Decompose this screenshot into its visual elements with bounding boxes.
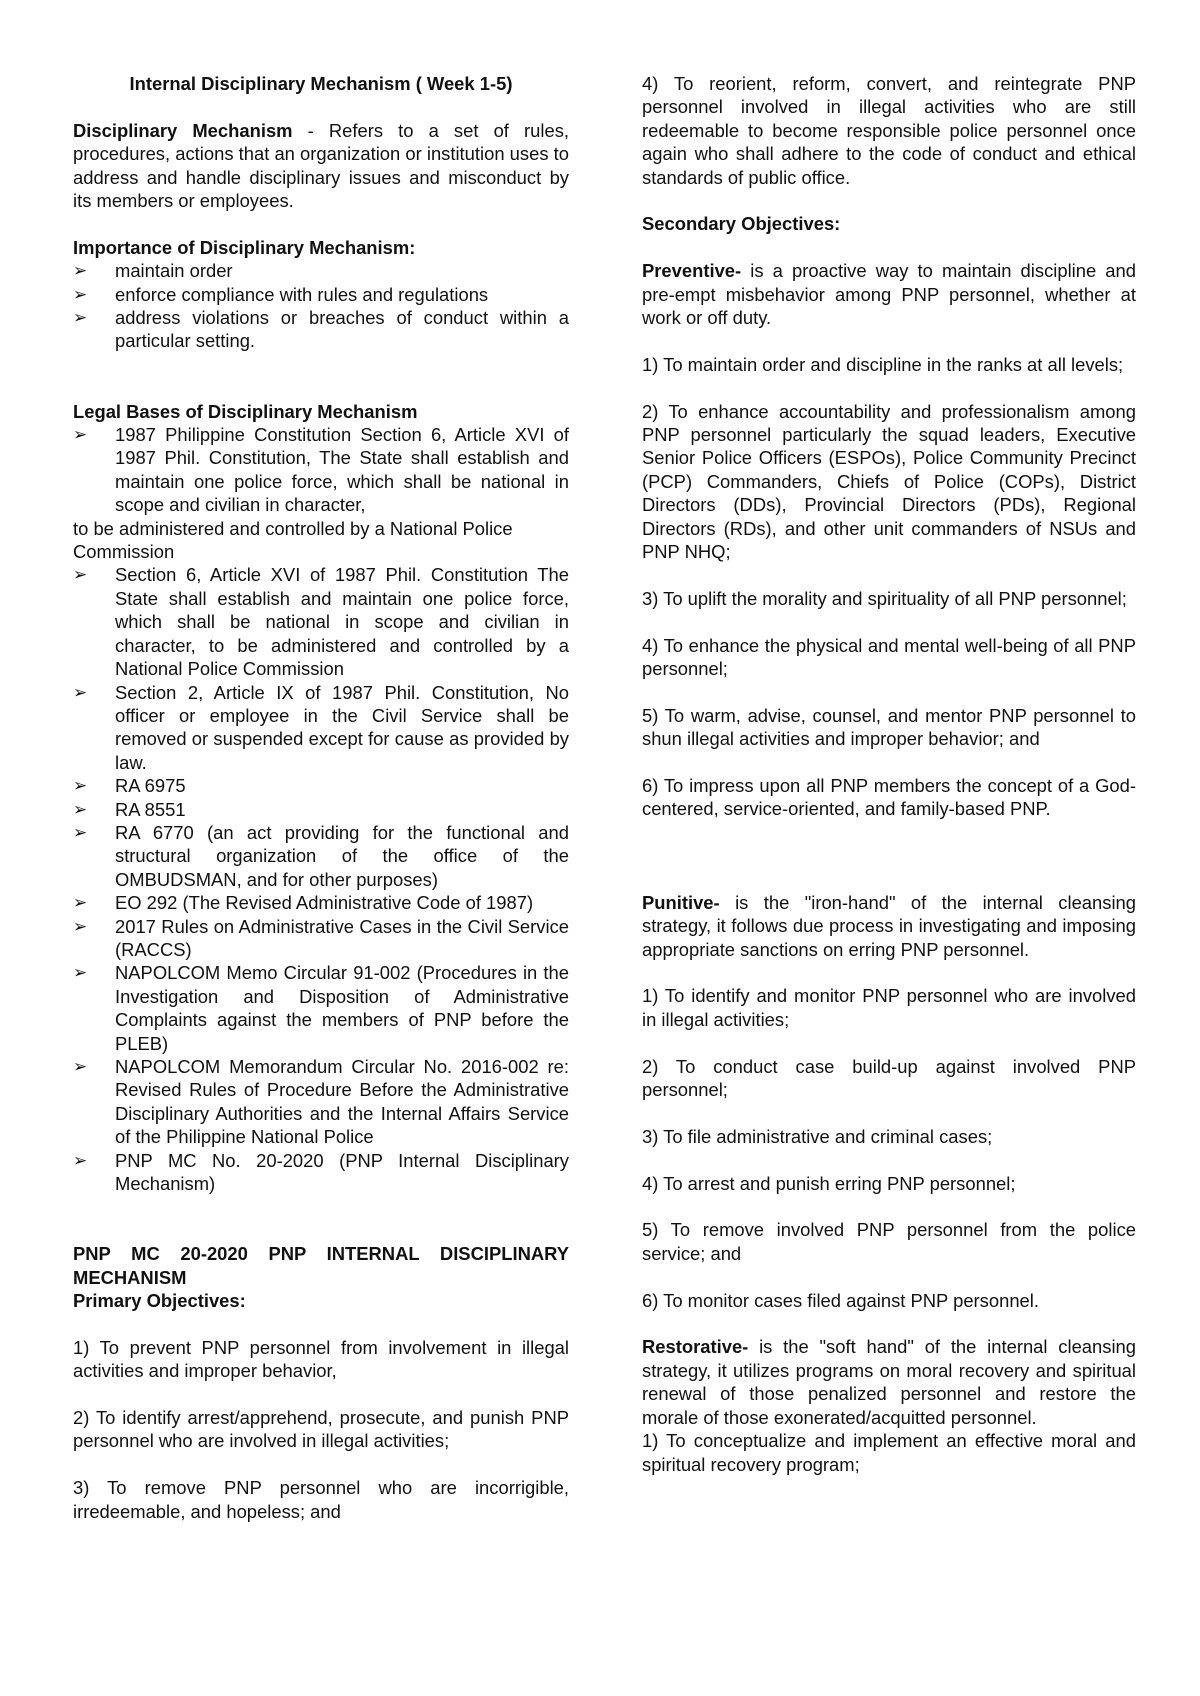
restorative-item: 1) To conceptualize and implement an effective moral and spiritual recovery program; [642, 1430, 1136, 1475]
definition-text: - Refers to a set of rules, procedures, actions that an organization or institution uses to address and handle disciplinary issues and misconduct by its members or employees. [73, 119, 569, 212]
list-item: ➢ NAPOLCOM Memo Circular 91-002 (Procedures in the Investigation and Disposition of Administrative Complaints against the members of PNP before the PLEB) [73, 962, 569, 1054]
arrow-bullet-icon: ➢ [73, 963, 88, 983]
left-column [73, 72, 569, 1523]
list-item: ➢ 1987 Philippine Constitution Section 6, Article XVI of 1987 Phil. Constitution, The State shall establish and maintain one police force, which shall be national in scope and civilian in character, [73, 424, 569, 516]
importance-heading: Importance of Disciplinary Mechanism: [73, 236, 416, 258]
arrow-bullet-icon: ➢ [73, 261, 88, 281]
punitive-item: 5) To remove involved PNP personnel from the police service; and [642, 1219, 1136, 1264]
list-item: ➢ maintain order [73, 260, 233, 282]
arrow-bullet-icon: ➢ [73, 916, 88, 936]
arrow-bullet-icon: ➢ [73, 1150, 88, 1170]
arrow-bullet-icon: ➢ [73, 893, 88, 913]
list-item: ➢ Section 6, Article XVI of 1987 Phil. Constitution The State shall establish and maintain one police force, which shall be national in scope and civilian in character, to be administered and controlled by a National Police Commission [73, 564, 569, 680]
legal-bases-list-first [73, 423, 569, 517]
mc-heading: PNP MC 20-2020 PNP INTERNAL DISCIPLINARY MECHANISM [73, 1243, 569, 1288]
preventive-item: 2) To enhance accountability and professionalism among PNP personnel particularly the squad leaders, Executive Senior Police Officers (ESPOs), Police Community Precinct (PCP) Commanders, Chiefs of Police (COPs), District Directors (DDs), Provincial Directors (PDs), Regional Directors (RDs), and other unit commanders of NSUs and PNP NHQ; [642, 400, 1136, 563]
arrow-bullet-icon: ➢ [73, 284, 88, 304]
restorative-term: Restorative- [642, 1336, 749, 1358]
list-item: ➢ address violations or breaches of conduct within a particular setting. [73, 307, 569, 352]
preventive-paragraph: Preventive- is a proactive way to maintain discipline and pre-empt misbehavior among PNP personnel, whether at work or off duty. [642, 260, 1136, 329]
arrow-bullet-icon: ➢ [73, 682, 88, 702]
arrow-bullet-icon: ➢ [73, 308, 88, 328]
preventive-item: 1) To maintain order and discipline in the ranks at all levels; [642, 353, 1124, 375]
list-item: ➢ enforce compliance with rules and regulations [73, 283, 489, 305]
primary-objective-item: 4) To reorient, reform, convert, and reintegrate PNP personnel involved in illegal activities who are still redeemable to become responsible police personnel once again who shall adhere to the code of conduct and ethical standards of public office. [642, 73, 1136, 188]
right-column [642, 72, 1136, 1476]
preventive-item: 6) To impress upon all PNP members the concept of a God- centered, service-oriented, and family-based PNP. [642, 775, 1136, 820]
arrow-bullet-icon: ➢ [73, 799, 88, 819]
secondary-objectives-heading: Secondary Objectives: [642, 213, 841, 235]
primary-objective-item: 1) To prevent PNP personnel from involvement in illegal activities and improper behavior, [73, 1336, 569, 1382]
preventive-item: 3) To uplift the morality and spirituality of all PNP personnel; [642, 587, 1127, 609]
primary-objective-item: 3) To remove PNP personnel who are incorrigible, irredeemable, and hopeless; and [73, 1477, 569, 1522]
list-item: ➢ Section 2, Article IX of 1987 Phil. Constitution, No officer or employee in the Civil Service shall be removed or suspended except for cause as provided by law. [73, 681, 569, 773]
primary-objectives-heading: Primary Objectives: [73, 1290, 246, 1312]
definition-paragraph [73, 119, 569, 213]
preventive-term: Preventive- [642, 260, 742, 282]
list-item: ➢ RA 6975 [73, 775, 186, 797]
preventive-item: 5) To warm, advise, counsel, and mentor PNP personnel to shun illegal activities and improper behavior; and [642, 704, 1136, 750]
list-item: ➢ RA 8551 [73, 798, 186, 820]
punitive-item: 1) To identify and monitor PNP personnel who are involved in illegal activities; [642, 985, 1136, 1030]
importance-list [73, 259, 569, 353]
definition-term: Disciplinary Mechanism [73, 119, 293, 141]
page-title: Internal Disciplinary Mechanism ( Week 1-5) [129, 73, 513, 94]
legal-bases-heading: Legal Bases of Disciplinary Mechanism [73, 400, 418, 422]
punitive-term: Punitive- [642, 891, 720, 913]
list-item: ➢ PNP MC No. 20-2020 (PNP Internal Disciplinary Mechanism) [73, 1149, 569, 1195]
preventive-item: 4) To enhance the physical and mental well-being of all PNP personnel; [642, 634, 1136, 680]
punitive-item: 2) To conduct case build-up against involved PNP personnel; [642, 1055, 1136, 1101]
primary-objective-item: 2) To identify arrest/apprehend, prosecute, and punish PNP personnel who are involved in illegal activities; [73, 1407, 569, 1452]
punitive-item: 3) To file administrative and criminal cases; [642, 1125, 993, 1147]
arrow-bullet-icon: ➢ [73, 425, 88, 445]
restorative-paragraph: Restorative- is the "soft hand" of the internal cleansing strategy, it utilizes programs on moral recovery and spiritual renewal of those penalized personnel and restore the morale of those exonerated/acquitted personnel. [642, 1336, 1136, 1428]
list-item: ➢ EO 292 (The Revised Administrative Code of 1987) [73, 892, 534, 914]
legal-bases-list [73, 563, 569, 1195]
list-item: ➢ RA 6770 (an act providing for the functional and structural organization of the office of the OMBUDSMAN, and for other purposes) [73, 821, 569, 890]
punitive-item: 6) To monitor cases filed against PNP personnel. [642, 1289, 1039, 1311]
legal-continuation-text: to be administered and controlled by a National Police Commission [73, 517, 513, 563]
arrow-bullet-icon: ➢ [73, 1057, 88, 1077]
arrow-bullet-icon: ➢ [73, 822, 88, 842]
punitive-paragraph: Punitive- is the "iron-hand" of the internal cleansing strategy, it follows due process in investigating and imposing appropriate sanctions on erring PNP personnel. [642, 891, 1136, 960]
punitive-item: 4) To arrest and punish erring PNP personnel; [642, 1172, 1016, 1194]
list-item: ➢ 2017 Rules on Administrative Cases in the Civil Service (RACCS) [73, 915, 569, 960]
arrow-bullet-icon: ➢ [73, 776, 88, 796]
arrow-bullet-icon: ➢ [73, 565, 88, 585]
list-item: ➢ NAPOLCOM Memorandum Circular No. 2016-002 re: Revised Rules of Procedure Before the Administrative Disciplinary Authorities and the Internal Affairs Service of the Philippine National Police [73, 1056, 569, 1148]
